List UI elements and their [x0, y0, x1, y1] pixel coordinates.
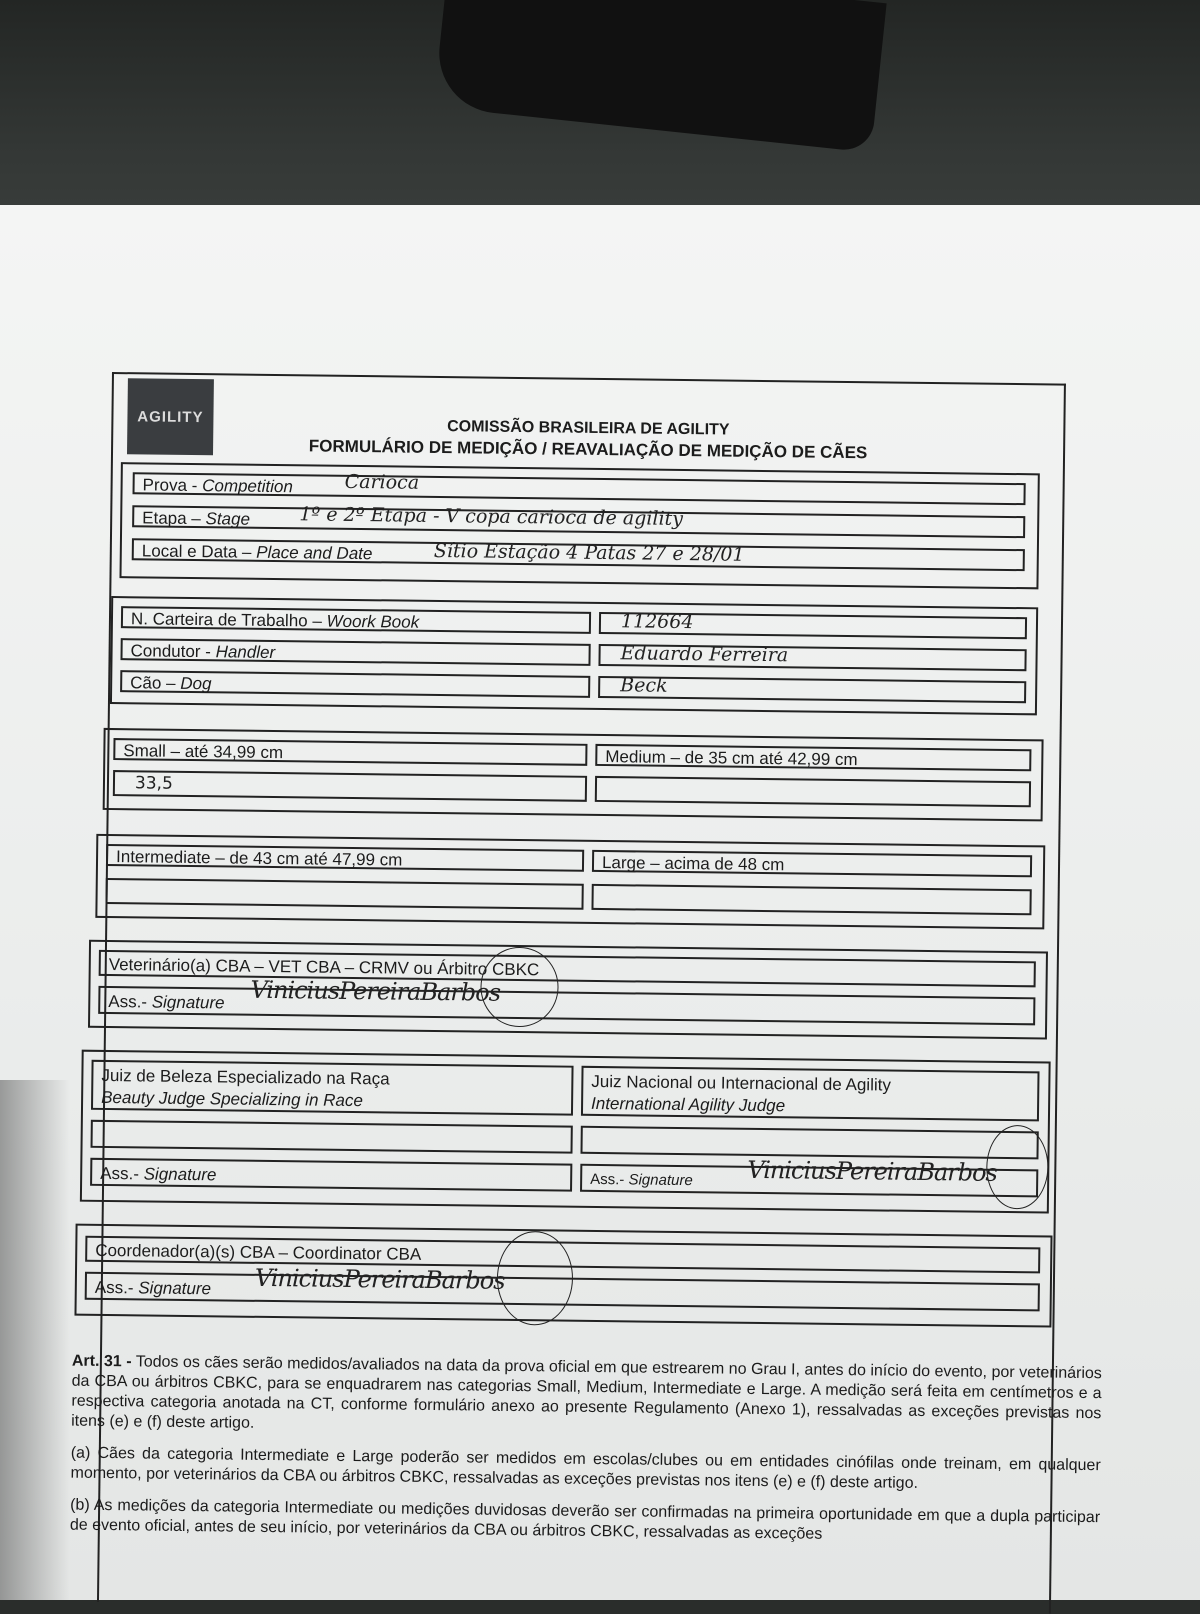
- medium-value-row: [595, 776, 1031, 807]
- dog-label-en: Dog: [180, 673, 212, 694]
- article-item-a: (a) Cães da categoria Intermediate e Large poderão ser medidos em escolas/clubes ou em entidades cinófilas onde treinam, em qualquer momento, por veterinários da CBA ou árbitros CBKC, ressalvadas as exceções previstas nos itens (e) e (f) deste artigo.: [70, 1444, 1101, 1492]
- small-label-row: [113, 738, 587, 766]
- agility-judge-label: Juiz Nacional ou Internacional de Agility: [591, 1071, 892, 1095]
- place-date-label: Local e Data –: [141, 541, 257, 562]
- measurement-form: [69, 372, 1102, 1614]
- vet-signature-label: Ass.-: [108, 992, 152, 1012]
- dog-label-row: [120, 670, 590, 698]
- place-date-value: Sítio Estação 4 Patas 27 e 28/01: [433, 539, 745, 566]
- agility-judge-signature-label: Ass.-: [590, 1170, 629, 1189]
- workbook-label-en: Woork Book: [326, 611, 420, 632]
- vet-signature-row: [98, 975, 1035, 1025]
- workbook-label: N. Carteira de Trabalho –: [130, 609, 327, 631]
- logo-text: AGILITY: [137, 407, 204, 426]
- article-31: [71, 1352, 1102, 1445]
- coordinator-signature-label-en: Signature: [138, 1278, 212, 1299]
- large-label-row: [592, 850, 1032, 877]
- vet-signature-label-en: Signature: [151, 992, 225, 1013]
- competition-row: [133, 472, 1026, 505]
- identity-group: [110, 596, 1038, 715]
- place-date-row: [132, 538, 1025, 571]
- article-item-b: (b) As medições da categoria Intermediate ou medições duvidosas deverão ser confirmadas na primeira oportunidade em que a dupla participar de evento oficial, antes de seu início, por veterinários da CBA ou árbitros CBKC, ressalvadas as exceções: [69, 1496, 1101, 1543]
- competition-label-en: Competition: [202, 476, 293, 497]
- dog-label: Cão –: [130, 673, 181, 693]
- competition-value: Carioca: [344, 470, 420, 494]
- workbook-value-row: [599, 612, 1027, 639]
- form-subtitle: FORMULÁRIO DE MEDIÇÃO / REAVALIAÇÃO DE MEDIÇÃO DE CÃES: [308, 436, 868, 463]
- small-value: 33,5: [134, 773, 173, 794]
- handler-label-en: Handler: [215, 642, 276, 663]
- vet-label: Veterinário(a) CBA – VET CBA – CRMV ou Árbitro CBKC: [108, 955, 540, 980]
- coordinator-signature-label: Ass.-: [94, 1277, 139, 1298]
- large-label: Large – acima de 48 cm: [601, 853, 785, 875]
- judges-group: [80, 1050, 1051, 1214]
- article-31-label: Art. 31 -: [71, 1352, 132, 1371]
- medium-label: Medium – de 35 cm até 42,99 cm: [605, 747, 858, 770]
- intermediate-label: Intermediate – de 43 cm até 47,99 cm: [115, 847, 403, 870]
- beauty-judge-label-row: [91, 1060, 574, 1116]
- agility-judge-value-row: [580, 1126, 1038, 1160]
- competition-label: Prova -: [142, 475, 203, 496]
- handler-value: Eduardo Ferreira: [620, 642, 789, 667]
- form-title: COMISSÃO BRASILEIRA DE AGILITY: [447, 418, 730, 439]
- stage-value: 1º e 2º Etapa - V copa carioca de agility: [299, 503, 684, 530]
- vet-signature: ViniciusPereiraBarbos: [250, 975, 501, 1007]
- small-medium-group: [103, 728, 1044, 821]
- coordinator-group: [74, 1224, 1052, 1328]
- beauty-judge-value-row: [91, 1120, 573, 1154]
- agility-judge-signature-circle: [986, 1125, 1049, 1210]
- handler-label-row: [120, 638, 590, 666]
- event-group: [119, 462, 1039, 589]
- small-value-row: [113, 770, 587, 802]
- stage-label-en: Stage: [205, 509, 251, 529]
- beauty-judge-signature-row: [90, 1158, 572, 1192]
- coordinator-signature: ViniciusPereiraBarbos: [254, 1263, 505, 1295]
- article-text: [70, 1352, 1102, 1561]
- intermediate-label-row: [106, 844, 584, 872]
- stage-row: [132, 505, 1025, 538]
- agility-judge-signature: ViniciusPereiraBarbos: [747, 1155, 998, 1187]
- workbook-value: 112664: [620, 610, 694, 634]
- medium-label-row: [595, 744, 1031, 771]
- agility-judge-label-en: International Agility Judge: [590, 1093, 786, 1116]
- dog-value-row: [598, 676, 1026, 703]
- article-31-text: Todos os cães serão medidos/avaliados na data da prova oficial em que estrearem no Grau I, antes do início do evento, por veterinários da CBA ou árbitros CBKC, para se enquadrarem nas categorias Small, Medium, Intermediate e Large. A medição será feita em centímetros e a respectiva categoria anotada na CT, conforme formulário anexo ao presente Regulamento (Anexo 1), ressalvadas as exceções previstas nos itens (e) e (f) deste artigo.: [71, 1353, 1102, 1432]
- stage-label: Etapa –: [142, 508, 206, 529]
- place-date-label-en: Place and Date: [256, 542, 373, 564]
- beauty-judge-signature-label-en: Signature: [143, 1164, 217, 1185]
- handler-value-row: [598, 644, 1026, 671]
- beauty-judge-signature-label: Ass.-: [100, 1163, 144, 1184]
- small-label: Small – até 34,99 cm: [123, 741, 284, 763]
- vet-group: [88, 940, 1048, 1040]
- agility-judge-signature-row: [580, 1155, 1038, 1198]
- beauty-judge-label-en: Beauty Judge Specializing in Race: [101, 1087, 364, 1111]
- coordinator-signature-circle: [496, 1231, 573, 1326]
- agility-judge-label-row: [581, 1066, 1040, 1122]
- shadow-overlay: [0, 1080, 70, 1600]
- intermediate-large-group: [95, 834, 1045, 930]
- agility-judge-signature-label-en: Signature: [628, 1171, 693, 1190]
- dog-value: Beck: [620, 674, 668, 697]
- large-value-row: [591, 884, 1031, 915]
- vet-label-row: [99, 950, 1036, 987]
- coordinator-label: Coordenador(a)(s) CBA – Coordinator CBA: [95, 1240, 422, 1264]
- intermediate-value-row: [106, 878, 584, 910]
- beauty-judge-label: Juiz de Beleza Especializado na Raça: [101, 1065, 390, 1089]
- workbook-label-row: [121, 606, 591, 634]
- handler-label: Condutor -: [130, 641, 216, 662]
